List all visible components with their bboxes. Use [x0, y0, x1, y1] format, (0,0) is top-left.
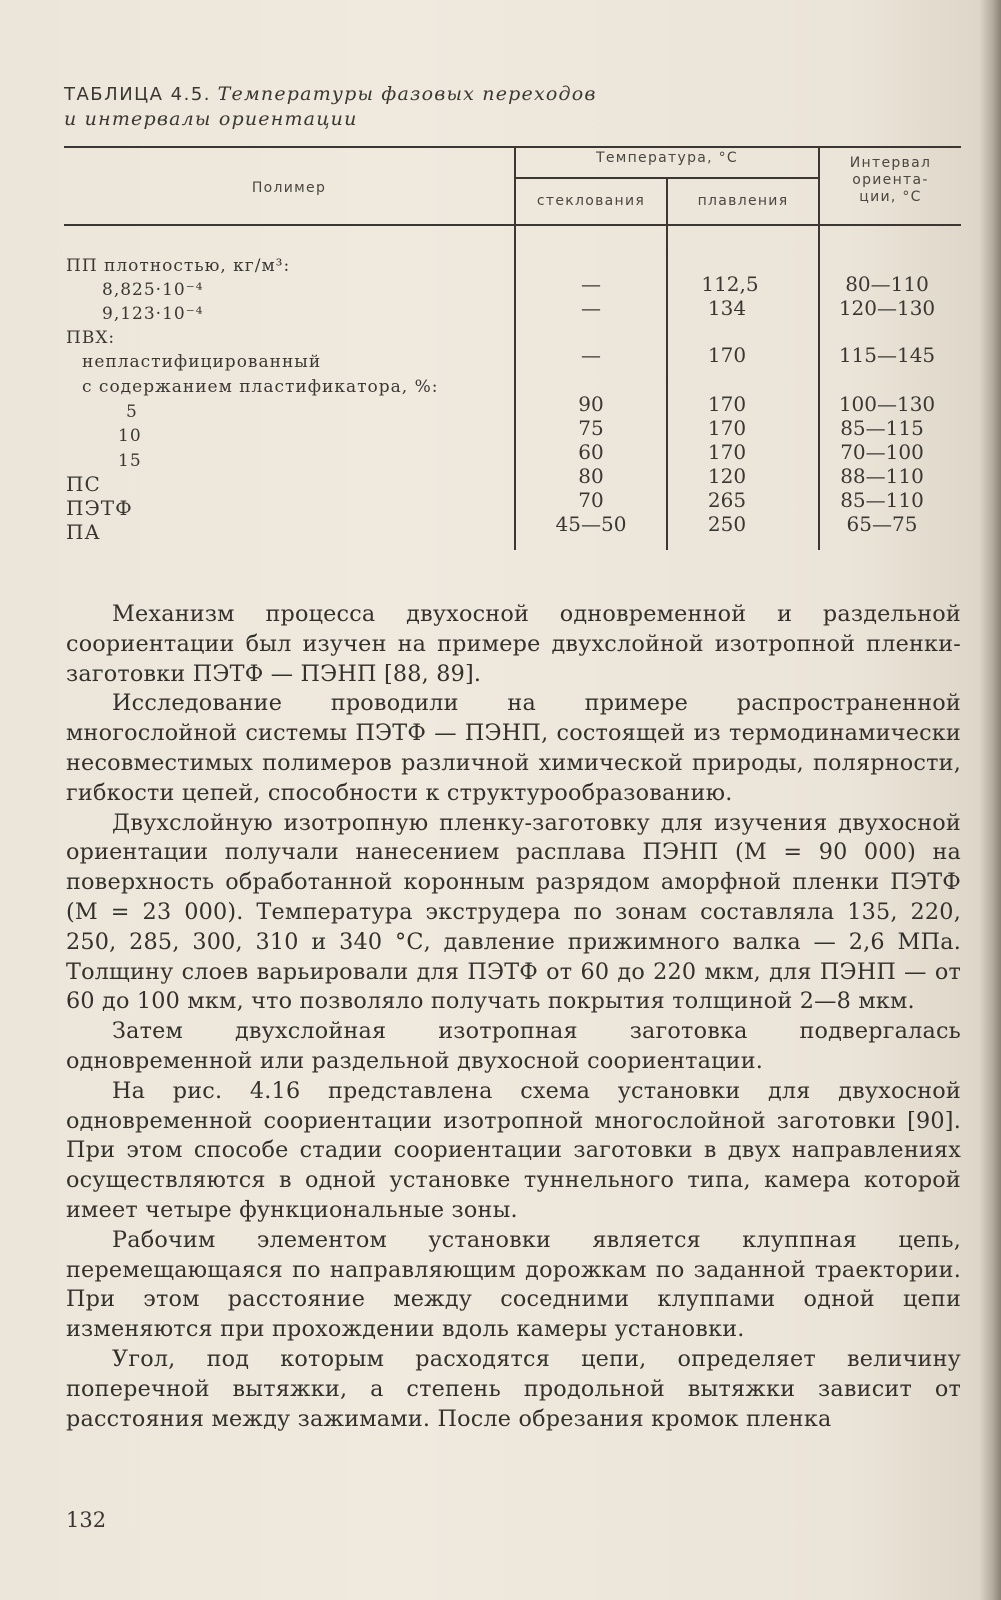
cell-melt: 170 — [707, 392, 747, 416]
cell-glass: — — [581, 343, 601, 367]
cell-interval: 120—130 — [838, 296, 936, 320]
cell-interval: 85—115 — [840, 416, 924, 440]
cell-melt: 134 — [707, 296, 747, 320]
paragraph: Затем двухслойная изотропная заготовка подвергалась одновременной или раздельной двухосной соориентации. — [66, 1018, 961, 1074]
paragraph: Рабочим элементом установки является клуппная цепь, перемещающаяся по направляющим дорожкам по заданной траектории. При этом расстояние между соседними клуппами одной цепи изменяются при прохождении вдоль камеры установки. — [66, 1226, 961, 1343]
paragraph: На рис. 4.16 представлена схема установки для двухосной одновременной соориентации изотропной многослойной заготовки [90]. При этом способе стадии соориентации заготовки в двух направлениях осуществляются в одной установке туннельного типа, камера которой имеет четыре функциональные зоны. — [66, 1077, 961, 1223]
row-label: ПВХ: — [66, 328, 116, 348]
cell-glass: 60 — [578, 440, 604, 464]
cell-melt: 120 — [707, 464, 747, 488]
table-caption-title-line1: Температуры фазовых переходов — [217, 83, 597, 105]
paragraph: Угол, под которым расходятся цепи, определяет величину поперечной вытяжки, а степень продольной вытяжки зависит от расстояния между зажимами. После обрезания кромок пленка — [66, 1345, 961, 1432]
header-temperature: Температура, °С — [595, 150, 739, 166]
cell-interval: 65—75 — [846, 512, 918, 536]
table-caption-label: ТАБЛИЦА 4.5. — [64, 84, 212, 105]
cell-glass: 75 — [578, 416, 604, 440]
page-number: 132 — [66, 1508, 107, 1532]
header-interval-line3: ции, °С — [859, 189, 922, 205]
header-melt: плавления — [697, 193, 789, 209]
cell-interval: 115—145 — [838, 343, 936, 367]
cell-melt: 170 — [707, 440, 747, 464]
header-interval-line2: ориента- — [852, 172, 929, 188]
header-polymer: Полимер — [251, 180, 327, 196]
cell-interval: 70—100 — [840, 440, 924, 464]
cell-glass: 70 — [578, 488, 604, 512]
row-label: 8,825·10⁻⁴ — [102, 280, 204, 300]
table-top-rule — [64, 146, 961, 148]
paragraph: Двухслойную изотропную пленку-заготовку для изучения двухосной ориентации получали нанесением расплава ПЭНП (М = 90 000) на поверхность обработанной коронным разрядом аморфной пленки ПЭТФ (М = 23 000). Температура экструдера по зонам составляла 135, 220, 250, 285, 300, 310 и 340 °С, давление прижимного валка — 2,6 МПа. Толщину слоев варьировали для ПЭТФ от 60 до 220 мкм, для ПЭНП — от 60 до 100 мкм, что позволяло получать покрытия толщиной 2—8 мкм. — [66, 809, 961, 1015]
cell-glass: — — [581, 296, 601, 320]
body-text — [66, 600, 961, 1434]
cell-melt: 250 — [707, 512, 747, 536]
row-label: 15 — [118, 451, 142, 471]
table-caption — [64, 82, 944, 131]
row-label: ПЭТФ — [66, 496, 133, 520]
row-label: ПС — [66, 472, 101, 496]
table-caption-title-line2: и интервалы ориентации — [64, 108, 358, 130]
cell-interval: 85—110 — [840, 488, 924, 512]
row-label: непластифицированный — [82, 352, 322, 372]
row-label: с содержанием пластификатора, %: — [82, 377, 439, 397]
cell-melt: 265 — [707, 488, 747, 512]
header-glass: стеклования — [536, 193, 646, 209]
header-interval-line1: Интервал — [849, 155, 932, 171]
cell-melt: 170 — [707, 416, 747, 440]
paragraph: Механизм процесса двухосной одновременной и раздельной соориентации был изучен на примере двухслойной изотропной пленки-заготовки ПЭТФ — ПЭНП [88, 89]. — [66, 601, 961, 687]
cell-glass: 90 — [578, 392, 604, 416]
table-header-rule — [64, 224, 961, 226]
cell-melt: 170 — [707, 343, 747, 367]
cell-glass: 45—50 — [555, 512, 627, 536]
row-label: 5 — [126, 402, 138, 422]
cell-interval: 80—110 — [845, 272, 929, 296]
cell-glass: — — [581, 272, 601, 296]
header-interval — [820, 155, 961, 206]
row-label: ПП плотностью, кг/м³: — [66, 256, 291, 276]
cell-interval: 88—110 — [840, 464, 924, 488]
row-label: 9,123·10⁻⁴ — [102, 304, 204, 324]
paragraph: Исследование проводили на примере распространенной многослойной системы ПЭТФ — ПЭНП, состоящей из термодинамически несовместимых полимеров различной химической природы, полярности, гибкости цепей, способности к структурообразованию. — [66, 690, 961, 806]
cell-melt: 112,5 — [701, 272, 759, 296]
cell-interval: 100—130 — [838, 392, 936, 416]
cell-glass: 80 — [578, 464, 604, 488]
row-label: ПА — [66, 520, 101, 544]
row-label: 10 — [118, 426, 142, 446]
page-edge-shadow — [979, 0, 1001, 1600]
